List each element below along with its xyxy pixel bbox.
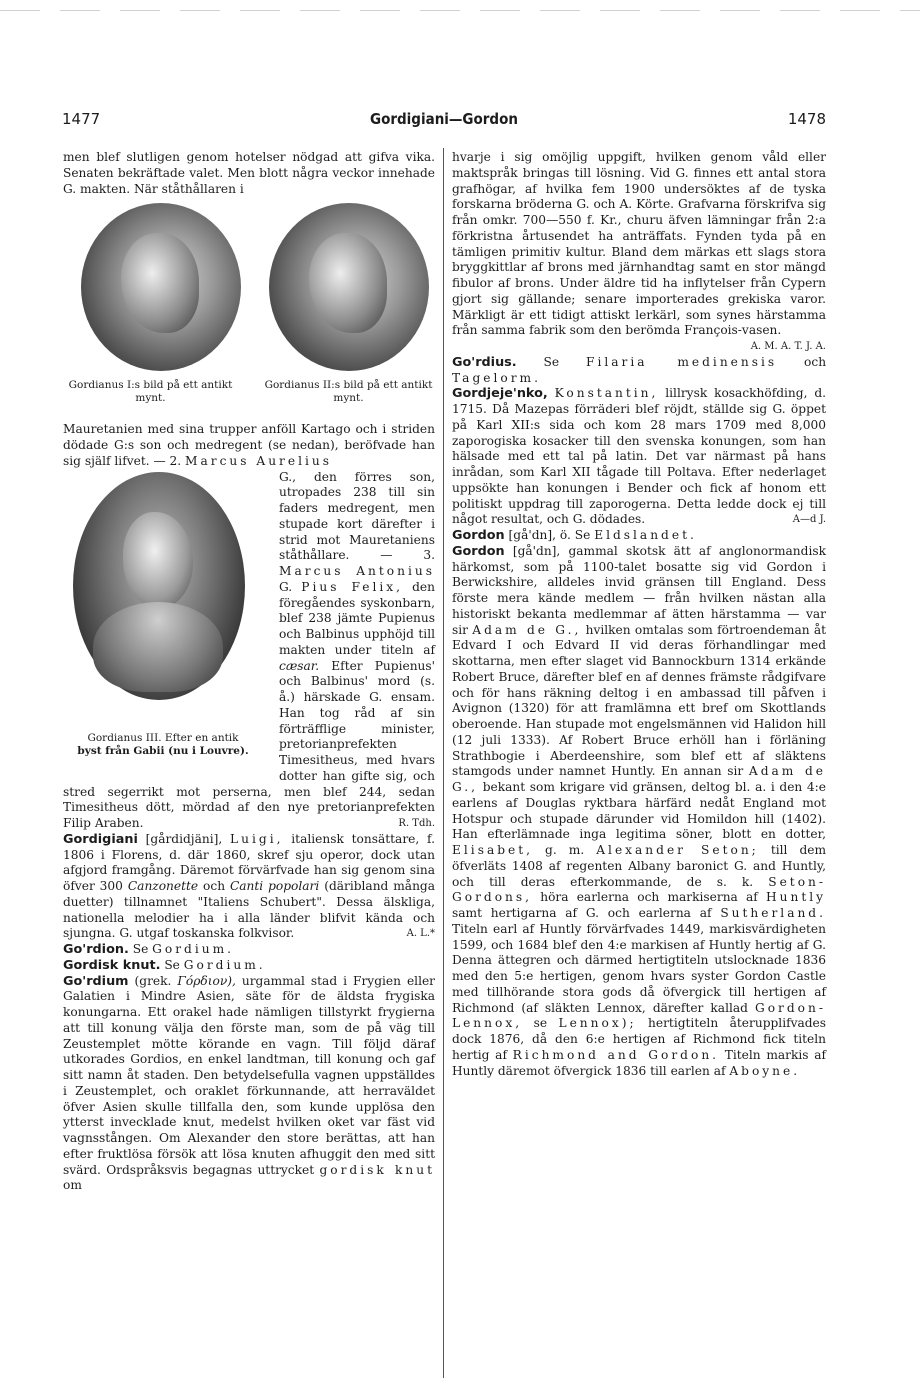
scan-top-edge	[0, 10, 920, 11]
signature: A. L.*	[406, 928, 435, 940]
coin-illustrations	[63, 197, 435, 422]
coin-gordianus-ii-image	[269, 203, 429, 371]
coin-caption-2: Gordianus II:s bild på ett antikt mynt.	[264, 379, 433, 404]
headword: Go'rdion.	[63, 942, 129, 957]
headword: Go'rdius.	[452, 354, 517, 370]
gordium-continuation: hvarje i sig omöjlig uppgift, hvilken genom våld eller maktspråk bringas till lösning. Vid G. finnes ett antal stora grafhögar, af hvilka fem 1900 undersöktes af de tyska forskarna bröderna G. och A. Körte. Grafvarna förskrifva sig från omkr. 700—550 f. Kr., churu äfven lämningar från 2:a förkristna årtusendet ha anträffats. Fynden tyda på en tämligen primitiv kultur. Bland dem märkas ett slags stora bryggkittlar af brons med järnhandtag samt en stor mängd fibulor af brons. Under äldre tid ha inflytelser från Cypern gjort sig gällande; senare importerades grekiska varor. Märkligt är ett tidigt attiskt lerkärl, som synes härstamma från samma fabrik som den berömda François-vasen. A. M. A. T. J. A.	[452, 150, 826, 339]
entry-gordion: Go'rdion. Se Gordium.	[63, 942, 235, 957]
signature: A. M. A. T. J. A.	[750, 341, 826, 352]
headword: Gordon	[452, 543, 505, 559]
coin-caption-1: Gordianus I:s bild på ett antikt mynt.	[68, 379, 233, 404]
bust-caption: Gordianus III. Efter en antik byst från Gabii (nu i Louvre).	[77, 731, 249, 757]
gordianus-continuation: men blef slutligen genom hotelser nödgad att gifva vika. Senaten bekräftade valet. Men blott några veckor innehade G. makten. När ståthållaren i	[63, 150, 435, 196]
headword: Gordon	[452, 528, 505, 543]
page-number-left: 1477	[62, 110, 101, 128]
column-divider	[443, 148, 444, 1378]
page-number-right: 1478	[787, 110, 826, 128]
left-column: men blef slutligen genom hotelser nödgad att gifva vika. Senaten bekräftade valet. Men blott några veckor innehade G. makten. När ståthållaren i Gordianus I:s bild på ett antikt mynt. Gordianus II:s bild på ett antikt mynt. Mauretanien med sina trupper anföll Kartago och i striden dödade G:s son och medregent (se nedan), beröfvade han sig själf lifvet. — 2. Marcus Aurelius Gordianus III. Efter en antik byst från Gabii (nu i Louvre). G., den förres son, utropades 238 till sin faders medregent, men stupade kort därefter i strid mot Mauretaniens ståthållare. — 3. Marcus Antonius G. Pius Felix, den föregåendes syskonbarn, blef 238 jämte Pupienus och Balbinus upphöjd till makten under titeln af cæsar. Efter Pupienus' och Balbinus' mord (s. å.) härskade G. ensam. Han tog råd af sin förträfflige minister, pretorianprefekten Timesitheus, med hvars dotter han gifte sig, och stred segerrikt mot perserna, men blef 244, sedan Timesitheus dött, mördad af den nye pretorianprefekten Filip Araben. R. Tdh. Gordigiani [gårdidjäni], Luigi, italiensk tonsättare, f. 1806 i Florens, d. där 1860, skref sju operor, dock utan afgjord framgång. Däremot förvärfvade han sig genom sina öfver 300 Canzonette och Canti popolari (däribland många duetter) tillnamnet "Italiens Schubert". Dessa älskliga, nationella melodier ha i alla länder blifvit kända och sjungna. G. utgaf toskanska folkvisor. A. L.* Go'rdion. Se Gordium. Gordisk knut. Se Gordium. Go'rdium (grek. Γόρδιον), urgammal stad i Frygien eller Galatien i Mindre Asien, säte för de äldsta frygiska konungarna. Ett orakel hade nämligen tillstyrkt frygierna att till konung välja den förste man, som de på väg till Zeustemplet mötte körande en vagn. Till följd däraf utkorades Gordios, en enkel landtman, till konung och gaf sitt namn åt staden. Den betydelsefulla vagnen uppställdes i Zeustemplet, och oraklet förkunnande, att herraväldet öfver Asien skulle tillfalla den, som kunde upplösa den ytterst invecklade knut, medelst hvilken oket var fäst vid vagnsstången. Om Alexander den store berättas, att han efter fruktlösa försök att lösa knuten afhuggit den med sitt svärd. Ordspråksvis begagnas uttrycket gordisk knut om	[63, 150, 436, 1193]
entry-gordjejenko: Gordjeje'nko, Konstantin, lillrysk kosackhöfding, d. 1715. Då Mazepas förräderi blef röjdt, ställde sig G. öppet på Karl XII:s sida och kom 28 mars 1709 med 8,000 zaporogiska kosacker till den svenska konungen, som han hälsade med ett tal på latin. Det var närmast på hans inrådan, som Karl XII tågade till Poltava. Efter nederlaget uppsökte han konungen i Bender och fick af honom ett politiskt uppdrag till zaporogerna. Detta ledde dock ej till något resultat, och G. dödades. A—d J.	[452, 386, 826, 527]
coin-gordianus-i-image	[81, 203, 241, 371]
entry-gordium: Go'rdium (grek. Γόρδιον), urgammal stad i Frygien eller Galatien i Mindre Asien, säte för de äldsta frygiska konungarna. Ett orakel hade nämligen tillstyrkt frygierna att till konung välja den förste man, som de på väg till Zeustemplet mötte körande en vagn. Till följd däraf utkorades Gordios, en enkel landtman, till konung och gaf sitt namn åt staden. Den betydelsefulla vagnen uppställdes i Zeustemplet, och oraklet förkunnande, att herraväldet öfver Asien skulle tillfalla den, som kunde upplösa den ytterst invecklade knut, medelst hvilken oket var fäst vid vagnsstången. Om Alexander den store berättas, att han efter fruktlösa försök att lösa knuten afhuggit den med sitt svärd. Ordspråksvis begagnas uttrycket gordisk knut om	[63, 973, 436, 1193]
signature: R. Tdh.	[398, 818, 435, 829]
entry-gordigiani: Gordigiani [gårdidjäni], Luigi, italiensk tonsättare, f. 1806 i Florens, d. där 1860, skref sju operor, dock utan afgjord framgång. Däremot förvärfvade han sig genom sina öfver 300 Canzonette och Canti popolari (däribland många duetter) tillnamnet "Italiens Schubert". Dessa älskliga, nationella melodier ha i alla länder blifvit kända och sjungna. G. utgaf toskanska folkvisor. A. L.*	[63, 831, 435, 941]
signature: A—d J.	[792, 514, 826, 526]
running-title: Gordigiani—Gordon	[370, 110, 518, 128]
entry-gordisk-knut: Gordisk knut. Se Gordium.	[63, 957, 266, 973]
page-header	[62, 110, 826, 132]
headword: Gordigiani	[63, 831, 138, 847]
headword: Go'rdium	[63, 973, 129, 989]
entry-gordon-island: Gordon [gå'dn], ö. Se Eldslandet.	[452, 528, 697, 543]
right-column	[452, 150, 826, 1079]
gordianus-paragraph: Mauretanien med sina trupper anföll Kartago och i striden dödade G:s son och medregent (se nedan), beröfvade han sig själf lifvet. — 2. Marcus Aurelius	[63, 422, 435, 468]
headword: Gordjeje'nko,	[452, 386, 548, 402]
bust-illustration	[63, 472, 271, 782]
entry-gordon-family: Gordon [gå'dn], gammal skotsk ätt af anglonormandisk härkomst, som på 1100-talet bosatte sig vid Gordon i Berwickshire, alldeles invid gränsen till England. Dess förste mera kände medlem — från hvilken nästan alla historiskt bekanta medlemmar af ätten härstamma — var sir Adam de G., hvilken omtalas som förtroendeman åt Edvard I och Edvard II vid deras förhandlingar med skottarna, men efter slaget vid Bannockburn 1314 erkände Robert Bruce, därefter blef en af dennes främste rådgifvare och för hans räkning deltog i en ambassad till påfven i Avignon (1320) för att framlämna ett bref om Skottlands oberoende. Han stupade mot engelsmännen vid Halidon hill (12 juli 1333). Af Robert Bruce erhöll han i förläning Strathbogie i Aberdeenshire, som blef ett af släktens stamgods under namnet Huntly. En annan sir Adam de G., bekant som krigare vid gränsen, deltog bl. a. i den 4:e earlens af Douglas ryktbara härfärd nedåt England mot Hotspur och stupade därunder vid Homildon hill (1402). Han efterlämnade inga legitima söner, blott en dotter, Elisabet, g. m. Alexander Seton; till dem öfverläts 1408 af regenten Albany baronict G. and Huntly, och till deras efterkommande, de s. k. Seton-Gordons, höra earlerna och markiserna af Huntly samt hertigarna af G. och earlerna af Sutherland. Titeln earl af Huntly förvärfvades 1449, markisvärdigheten 1599, och 1684 blef den 4:e markisen af Huntly hertig af G. Denna ättegren och därmed hertigtiteln utslocknade 1836 med den 5:e hertigen, genom hvars syster Gordon Castle med tillhörande stora gods då öfvergick till hertigen af Richmond (af släkten Lennox, därefter kallad Gordon-Lennox, se Lennox); hertigtiteln återupplifvades dock 1876, då den 6:e hertigen af Richmond fick titeln hertig af Richmond and Gordon. Titeln markis af Huntly däremot öfvergick 1836 till earlen af Aboyne.	[452, 543, 827, 1078]
entry-gordius: Go'rdius. Se Filaria medinensis och Tagelorm.	[452, 354, 827, 385]
headword: Gordisk knut.	[63, 957, 161, 973]
